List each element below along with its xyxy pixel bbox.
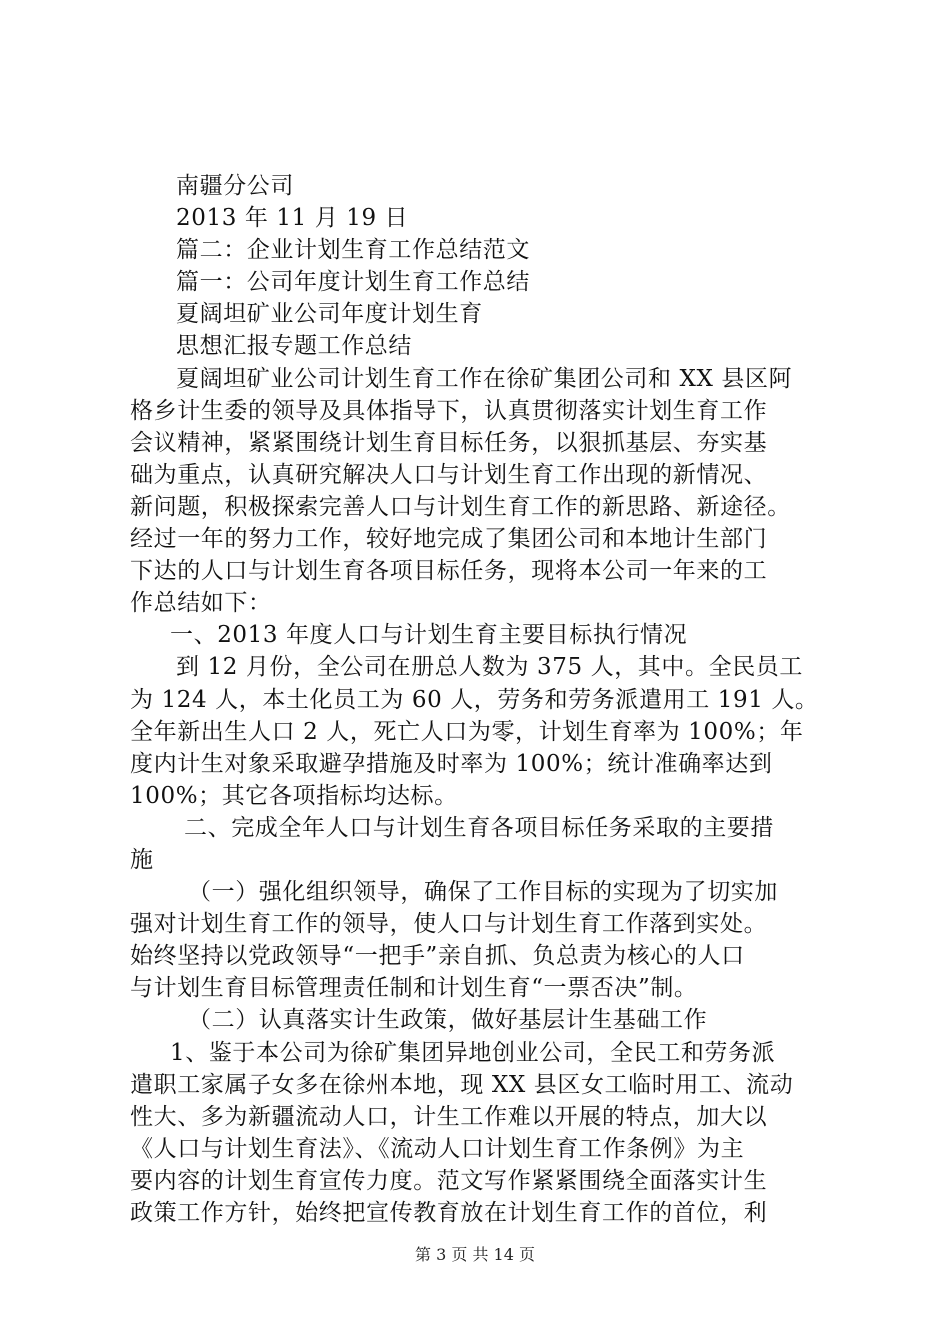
paragraph-line: 与计划生育目标管理责任制和计划生育“一票否决”制。: [130, 975, 698, 1002]
paragraph-line: 础为重点，认真研究解决人口与计划生育工作出现的新情况、: [130, 461, 768, 488]
document-title-line-1: 夏阔坦矿业公司年度计划生育: [176, 301, 483, 328]
paragraph-line: 格乡计生委的领导及具体指导下，认真贯彻落实计划生育工作: [130, 397, 768, 424]
paragraph-line: 到 12 月份，全公司在册总人数为 375 人，其中。全民员工: [176, 654, 804, 681]
paragraph-line: 全年新出生人口 2 人，死亡人口为零，计划生育率为 100%；年: [130, 718, 804, 745]
paragraph-line: 性大、多为新疆流动人口，计生工作难以开展的特点，加大以: [130, 1103, 768, 1130]
document-title-line-2: 思想汇报专题工作总结: [176, 333, 412, 360]
section-heading-1: 篇一：公司年度计划生育工作总结: [176, 269, 530, 296]
paragraph-line: 始终坚持以党政领导“一把手”亲自抓、负总责为核心的人口: [130, 943, 745, 970]
paragraph-line: 施: [130, 846, 154, 873]
subsection-heading: 二、完成全年人口与计划生育各项目标任务采取的主要措: [184, 814, 774, 841]
document-body: [130, 170, 830, 1229]
paragraph-line: 经过一年的努力工作，较好地完成了集团公司和本地计生部门: [130, 526, 768, 553]
paragraph-line: （一）强化组织领导，确保了工作目标的实现为了切实加: [188, 879, 778, 906]
paragraph-line: 强对计划生育工作的领导，使人口与计划生育工作落到实处。: [130, 911, 768, 938]
paragraph-line: 《人口与计划生育法》、《流动人口计划生育工作条例》为主: [130, 1135, 745, 1162]
signature-company: 南疆分公司: [176, 173, 294, 199]
paragraph-line: 下达的人口与计划生育各项目标任务，现将本公司一年来的工: [130, 558, 768, 585]
subsection-heading: （二）认真落实计生政策，做好基层计生基础工作: [188, 1007, 708, 1034]
paragraph-line: 1、鉴于本公司为徐矿集团异地创业公司，全民工和劳务派: [170, 1039, 776, 1066]
signature-date: 2013 年 11 月 19 日: [176, 205, 409, 232]
paragraph-line: 新问题，积极探索完善人口与计划生育工作的新思路、新途径。: [130, 493, 791, 520]
paragraph-line: 作总结如下：: [130, 590, 272, 617]
paragraph-line: 遣职工家属子女多在徐州本地，现 XX 县区女工临时用工、流动: [130, 1071, 794, 1098]
paragraph-line: 会议精神，紧紧围绕计划生育目标任务，以狠抓基层、夯实基: [130, 429, 768, 456]
paragraph-line: 夏阔坦矿业公司计划生育工作在徐矿集团公司和 XX 县区阿: [176, 365, 793, 392]
paragraph-line: 要内容的计划生育宣传力度。范文写作紧紧围绕全面落实计生: [130, 1167, 768, 1194]
page-number-footer: 第 3 页 共 14 页: [415, 1245, 535, 1264]
paragraph-line: 政策工作方针，始终把宣传教育放在计划生育工作的首位，利: [130, 1200, 768, 1226]
subsection-heading: 一、2013 年度人口与计划生育主要目标执行情况: [170, 622, 688, 649]
paragraph-line: 为 124 人，本土化员工为 60 人，劳务和劳务派遣用工 191 人。: [130, 686, 819, 713]
paragraph-line: 100%；其它各项指标均达标。: [130, 782, 458, 809]
paragraph-line: 度内计生对象采取避孕措施及时率为 100%；统计准确率达到: [130, 750, 773, 777]
section-heading-2: 篇二：企业计划生育工作总结范文: [176, 237, 530, 264]
